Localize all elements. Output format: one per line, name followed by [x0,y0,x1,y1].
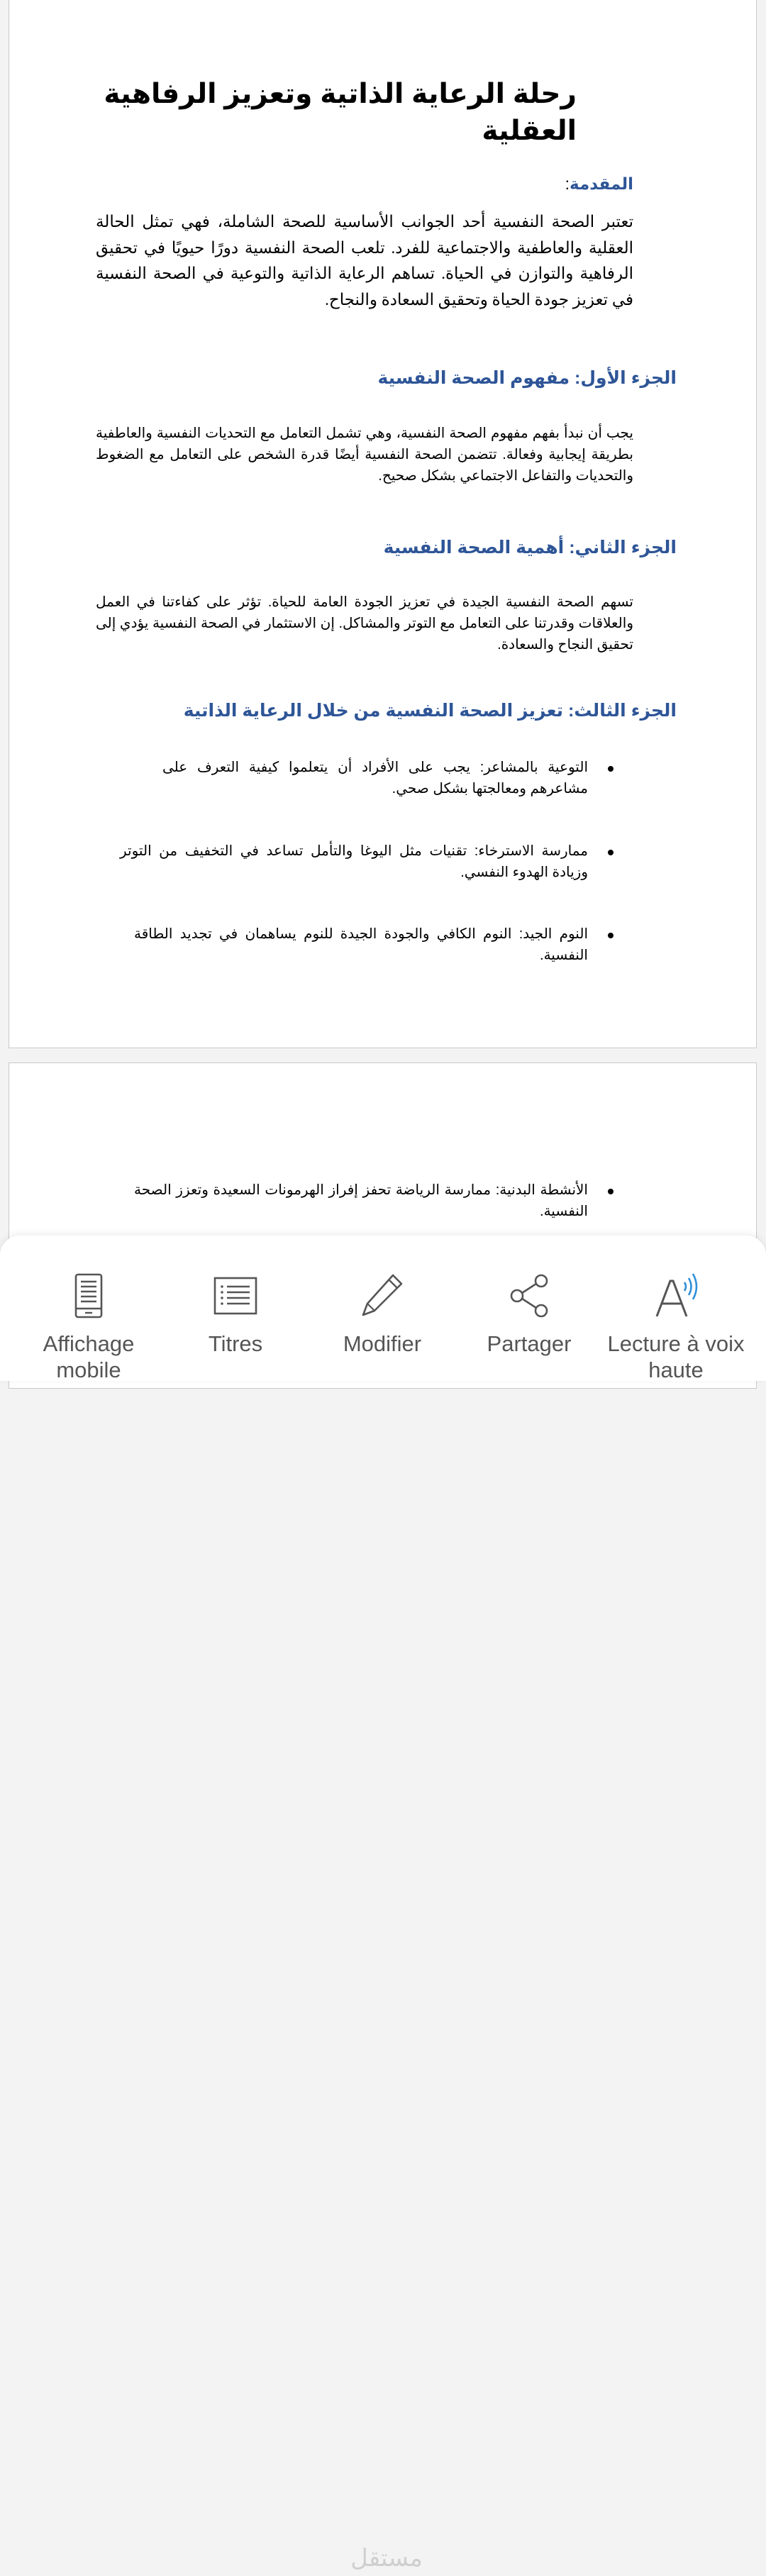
list-item-text: التوعية بالمشاعر: يجب على الأفراد أن يتعلموا كيفية التعرف على مشاعرهم ومعالجتها بشكل صحي. [162,760,588,796]
mobile-view-label: Affichage mobile [43,1331,135,1382]
share-icon [504,1271,554,1321]
bullet-dot-icon [608,850,614,855]
list-item [162,757,588,799]
document-title: رحلة الرعاية الذاتية وتعزيز الرفاهية العقلية [104,79,577,146]
share-label: Partager [487,1331,572,1356]
bullet-dot-icon [608,933,614,938]
section-3-title: تعزيز الصحة النفسية من خلال الرعاية الذاتية [183,701,569,721]
mobile-view-icon [64,1271,113,1321]
section-1-title: مفهوم الصحة النفسية [377,368,574,388]
list-item [120,840,588,883]
section-1-lead: الجزء الأول: [574,368,677,388]
bottom-toolbar [0,1236,766,2572]
list-item [134,1179,588,1222]
list-item-text: الأنشطة البدنية: ممارسة الرياضة تحفز إفراز الهرمونات السعيدة وتعزز الصحة النفسية. [134,1182,588,1219]
bullet-list [9,0,756,1048]
intro-heading-colon: : [565,174,570,193]
list-item-text: النوم الجيد: النوم الكافي والجودة الجيدة للنوم يساهمان في تجديد الطاقة النفسية. [134,926,588,963]
section-2-lead: الجزء الثاني: [569,538,677,557]
intro-heading-text: المقدمة [570,174,633,193]
headings-label: Titres [208,1331,263,1356]
bullet-dot-icon [608,1189,614,1194]
read-aloud-label: Lecture à voix haute [607,1331,745,1382]
pencil-icon [357,1271,407,1321]
read-aloud-icon [651,1271,701,1321]
edit-label: Modifier [343,1331,422,1356]
list-item-text: ممارسة الاسترخاء: تقنيات مثل اليوغا والتأمل تساعد في التخفيف من التوتر وزيادة الهدوء النفسي. [120,843,588,880]
section-2-paragraph: تسهم الصحة النفسية الجيدة في تعزيز الجودة العامة للحياة. تؤثر على كفاءتنا في العمل والعلاقات وقدرتنا على التعامل مع التوتر والمشاكل. إن الاستثمار في الصحة النفسية يؤدي إلى تحقيق النجاح والسعادة. [96,594,633,653]
section-1-paragraph: يجب أن نبدأ بفهم مفهوم الصحة النفسية، وهي تشمل التعامل مع التحديات النفسية والعاطفية بطريقة إيجابية وفعالة. تتضمن الصحة النفسية أيضًا قدرة الشخص على التعامل مع الضغوط والتحديات والتفاعل الاجتماعي بشكل صحيح. [96,426,633,484]
section-2-title: أهمية الصحة النفسية [383,538,570,557]
section-3-lead: الجزء الثالث: [568,701,677,721]
watermark-logo: مستقل [350,2544,423,2572]
document-page-1 [9,0,757,1048]
headings-button[interactable] [161,1236,310,1381]
read-aloud-button[interactable] [601,1236,750,1381]
list-item [134,923,588,966]
intro-paragraph: تعتبر الصحة النفسية أحد الجوانب الأساسية للصحة الشاملة، فهي تمثل الحالة العقلية والعاطفية والاجتماعية للفرد. تلعب الصحة النفسية دورًا حيويًا في تحقيق الرفاهية والتوازن في الحياة. تساهم الرعاية الذاتية والتوعية في الصحة النفسية في تعزيز جودة الحياة وتحقيق السعادة والنجاح. [96,213,633,309]
edit-button[interactable] [308,1236,457,1381]
bullet-dot-icon [608,766,614,772]
share-button[interactable] [455,1236,604,1381]
mobile-view-button[interactable] [14,1236,163,1381]
headings-list-icon [211,1271,260,1321]
